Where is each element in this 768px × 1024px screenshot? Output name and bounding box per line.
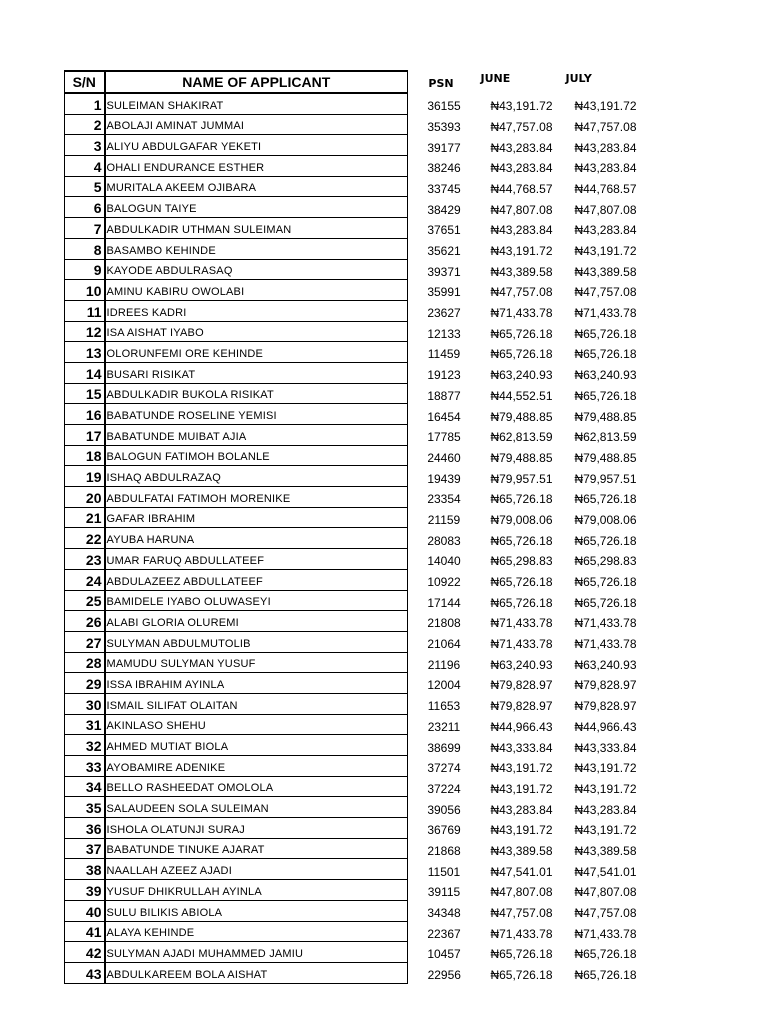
applicant-name: BABATUNDE ROSELINE YEMISI — [105, 404, 408, 425]
table-row — [65, 93, 639, 114]
serial-number: 19 — [65, 466, 105, 487]
june-amount: ₦44,966.43 — [490, 719, 553, 734]
table-row — [65, 487, 639, 508]
serial-number: 36 — [65, 818, 105, 839]
table-row — [65, 962, 639, 983]
psn-value: 11501 — [427, 864, 461, 879]
july-amount: ₦47,757.08 — [574, 285, 637, 300]
psn-value: 23627 — [427, 306, 461, 321]
applicant-name: AHMED MUTIAT BIOLA — [105, 735, 408, 756]
serial-number: 32 — [65, 735, 105, 756]
applicant-name: ABDULKADIR UTHMAN SULEIMAN — [105, 218, 408, 239]
applicant-name: MURITALA AKEEM OJIBARA — [105, 176, 408, 197]
july-amount: ₦65,726.18 — [574, 388, 637, 403]
serial-number: 41 — [65, 921, 105, 942]
july-amount: ₦79,957.51 — [574, 471, 637, 486]
serial-number: 35 — [65, 797, 105, 818]
applicant-name: UMAR FARUQ ABDULLATEEF — [105, 549, 408, 570]
june-amount: ₦43,191.72 — [490, 761, 553, 776]
table-row — [65, 135, 639, 156]
table-row — [65, 818, 639, 839]
psn-value: 21868 — [427, 843, 461, 858]
table-row — [65, 549, 639, 570]
june-amount: ₦65,726.18 — [490, 533, 553, 548]
psn-value: 39056 — [427, 802, 461, 817]
applicant-name: ABDULFATAI FATIMOH MORENIKE — [105, 487, 408, 508]
june-amount: ₦44,552.51 — [490, 388, 553, 403]
june-amount: ₦65,726.18 — [490, 947, 553, 962]
table-row — [65, 921, 639, 942]
serial-number: 34 — [65, 776, 105, 797]
june-amount: ₦47,757.08 — [490, 119, 553, 134]
table-row — [65, 859, 639, 880]
july-amount: ₦71,433.78 — [574, 637, 637, 652]
june-amount: ₦47,807.08 — [490, 202, 553, 217]
table-row — [65, 445, 639, 466]
psn-value: 16454 — [427, 409, 461, 424]
july-amount: ₦71,433.78 — [574, 926, 637, 941]
july-amount: ₦44,768.57 — [574, 181, 637, 196]
psn-value: 38246 — [427, 161, 461, 176]
table-row — [65, 321, 639, 342]
june-amount: ₦79,008.06 — [490, 512, 553, 527]
june-amount: ₦47,807.08 — [490, 885, 553, 900]
applicant-name: BABATUNDE TINUKE AJARAT — [105, 838, 408, 859]
july-amount: ₦63,240.93 — [574, 657, 637, 672]
applicant-name: SULYMAN AJADI MUHAMMED JAMIU — [105, 942, 408, 963]
psn-value: 11459 — [427, 347, 461, 362]
july-amount: ₦65,298.83 — [574, 554, 637, 569]
header-july: JULY — [565, 72, 592, 85]
june-amount: ₦43,389.58 — [490, 843, 553, 858]
july-amount: ₦79,008.06 — [574, 512, 637, 527]
applicant-name: ALIYU ABDULGAFAR YEKETI — [105, 135, 408, 156]
table-row — [65, 383, 639, 404]
table-row — [65, 776, 639, 797]
serial-number: 2 — [65, 114, 105, 135]
june-amount: ₦65,726.18 — [490, 595, 553, 610]
june-amount: ₦47,541.01 — [490, 864, 553, 879]
serial-number: 24 — [65, 569, 105, 590]
june-amount: ₦43,191.72 — [490, 99, 553, 114]
applicant-name: AMINU KABIRU OWOLABI — [105, 280, 408, 301]
july-amount: ₦79,488.85 — [574, 409, 637, 424]
table-row — [65, 218, 639, 239]
june-amount: ₦43,283.84 — [490, 223, 553, 238]
table-row — [65, 176, 639, 197]
table-row — [65, 528, 639, 549]
serial-number: 30 — [65, 693, 105, 714]
applicant-name: NAALLAH AZEEZ AJADI — [105, 859, 408, 880]
psn-value: 37224 — [427, 781, 461, 796]
applicant-name: OHALI ENDURANCE ESTHER — [105, 156, 408, 177]
header-june: JUNE — [480, 72, 511, 85]
table-row — [65, 880, 639, 901]
june-amount: ₦79,828.97 — [490, 699, 553, 714]
psn-value: 12004 — [427, 678, 461, 693]
psn-value: 24460 — [427, 450, 461, 465]
july-amount: ₦79,488.85 — [574, 450, 637, 465]
header-psn: PSN — [428, 76, 454, 90]
psn-value: 36155 — [427, 99, 461, 114]
june-amount: ₦43,191.72 — [490, 781, 553, 796]
july-amount: ₦65,726.18 — [574, 947, 637, 962]
serial-number: 37 — [65, 838, 105, 859]
applicant-name: MAMUDU SULYMAN YUSUF — [105, 652, 408, 673]
june-amount: ₦44,768.57 — [490, 181, 553, 196]
applicant-name: OLORUNFEMI ORE KEHINDE — [105, 342, 408, 363]
table-row — [65, 362, 639, 383]
serial-number: 23 — [65, 549, 105, 570]
serial-number: 10 — [65, 280, 105, 301]
psn-value: 11653 — [427, 699, 461, 714]
psn-value: 19123 — [427, 368, 461, 383]
july-amount: ₦47,757.08 — [574, 906, 637, 920]
applicant-name: AKINLASO SHEHU — [105, 714, 408, 735]
psn-value: 22956 — [427, 968, 461, 983]
serial-number: 13 — [65, 342, 105, 363]
table-row — [65, 569, 639, 590]
table-row — [65, 300, 639, 321]
psn-value: 39371 — [427, 264, 461, 279]
table-row — [65, 425, 639, 446]
june-amount: ₦71,433.78 — [490, 926, 553, 941]
psn-value: 37651 — [427, 223, 461, 238]
july-amount: ₦47,541.01 — [574, 864, 637, 879]
july-amount: ₦63,240.93 — [574, 368, 637, 383]
psn-value: 21808 — [427, 616, 461, 631]
june-amount: ₦63,240.93 — [490, 657, 553, 672]
july-amount: ₦65,726.18 — [574, 595, 637, 610]
june-amount: ₦79,828.97 — [490, 678, 553, 693]
serial-number: 27 — [65, 631, 105, 652]
applicant-name: GAFAR IBRAHIM — [105, 507, 408, 528]
july-amount: ₦43,389.58 — [574, 843, 637, 858]
june-amount: ₦71,433.78 — [490, 616, 553, 631]
table-row — [65, 507, 639, 528]
july-amount: ₦43,333.84 — [574, 740, 637, 755]
serial-number: 3 — [65, 135, 105, 156]
applicant-name: AYUBA HARUNA — [105, 528, 408, 549]
july-amount: ₦65,726.18 — [574, 968, 637, 983]
serial-number: 11 — [65, 300, 105, 321]
header-row — [65, 71, 639, 93]
july-amount: ₦43,191.72 — [574, 99, 637, 114]
serial-number: 43 — [65, 962, 105, 983]
serial-number: 22 — [65, 528, 105, 549]
june-amount: ₦62,813.59 — [490, 430, 553, 445]
serial-number: 28 — [65, 652, 105, 673]
applicant-name: ALABI GLORIA OLUREMI — [105, 611, 408, 632]
header-name: NAME OF APPLICANT — [105, 71, 408, 93]
serial-number: 20 — [65, 487, 105, 508]
serial-number: 16 — [65, 404, 105, 425]
applicant-name: AYOBAMIRE ADENIKE — [105, 756, 408, 777]
applicant-name: ISHAQ ABDULRAZAQ — [105, 466, 408, 487]
psn-value: 23211 — [427, 719, 461, 734]
june-amount: ₦43,191.72 — [490, 244, 553, 258]
applicant-name: ABDULKAREEM BOLA AISHAT — [105, 962, 408, 983]
table-row — [65, 797, 639, 818]
applicant-name: ABDULKADIR BUKOLA RISIKAT — [105, 383, 408, 404]
psn-value: 35621 — [427, 244, 461, 258]
july-amount: ₦65,726.18 — [574, 326, 637, 341]
applicant-name: ISA AISHAT IYABO — [105, 321, 408, 342]
june-amount: ₦47,757.08 — [490, 285, 553, 300]
serial-number: 4 — [65, 156, 105, 177]
june-amount: ₦65,298.83 — [490, 554, 553, 569]
july-amount: ₦65,726.18 — [574, 575, 637, 589]
june-amount: ₦71,433.78 — [490, 637, 553, 652]
july-amount: ₦43,191.72 — [574, 823, 637, 838]
table-row — [65, 197, 639, 218]
june-amount: ₦43,333.84 — [490, 740, 553, 755]
applicant-name: ALAYA KEHINDE — [105, 921, 408, 942]
july-amount: ₦62,813.59 — [574, 430, 637, 445]
serial-number: 6 — [65, 197, 105, 218]
applicant-name: ISMAIL SILIFAT OLAITAN — [105, 693, 408, 714]
psn-value: 17144 — [427, 595, 461, 610]
psn-value: 36769 — [427, 823, 461, 838]
serial-number: 8 — [65, 238, 105, 259]
applicant-name: BALOGUN FATIMOH BOLANLE — [105, 445, 408, 466]
psn-value: 19439 — [427, 471, 461, 486]
serial-number: 7 — [65, 218, 105, 239]
july-amount: ₦47,807.08 — [574, 885, 637, 900]
table-row — [65, 404, 639, 425]
table-body — [65, 93, 639, 983]
table-row — [65, 942, 639, 963]
table-row — [65, 590, 639, 611]
serial-number: 25 — [65, 590, 105, 611]
applicant-name: BASAMBO KEHINDE — [105, 238, 408, 259]
serial-number: 33 — [65, 756, 105, 777]
applicant-name: BAMIDELE IYABO OLUWASEYI — [105, 590, 408, 611]
june-amount: ₦43,191.72 — [490, 823, 553, 838]
psn-value: 17785 — [427, 430, 461, 445]
june-amount: ₦65,726.18 — [490, 575, 553, 589]
july-amount: ₦65,726.18 — [574, 347, 637, 362]
serial-number: 31 — [65, 714, 105, 735]
psn-value: 35393 — [427, 119, 461, 134]
july-amount: ₦47,757.08 — [574, 119, 637, 134]
july-amount: ₦79,828.97 — [574, 678, 637, 693]
june-amount: ₦71,433.78 — [490, 306, 553, 321]
june-amount: ₦43,283.84 — [490, 802, 553, 817]
serial-number: 14 — [65, 362, 105, 383]
serial-number: 5 — [65, 176, 105, 197]
applicant-name: BELLO RASHEEDAT OMOLOLA — [105, 776, 408, 797]
psn-value: 38699 — [427, 740, 461, 755]
table-row — [65, 114, 639, 135]
serial-number: 21 — [65, 507, 105, 528]
table-row — [65, 611, 639, 632]
applicant-name: ISSA IBRAHIM AYINLA — [105, 673, 408, 694]
june-amount: ₦79,488.85 — [490, 409, 553, 424]
psn-value: 35991 — [427, 285, 461, 300]
applicant-name: SULEIMAN SHAKIRAT — [105, 93, 408, 114]
applicant-name: ISHOLA OLATUNJI SURAJ — [105, 818, 408, 839]
june-amount: ₦47,757.08 — [490, 906, 553, 920]
header-sn: S/N — [65, 71, 105, 93]
july-amount: ₦65,726.18 — [574, 533, 637, 548]
applicant-name: BALOGUN TAIYE — [105, 197, 408, 218]
serial-number: 9 — [65, 259, 105, 280]
july-amount: ₦43,283.84 — [574, 802, 637, 817]
psn-value: 10922 — [427, 575, 461, 589]
table-row — [65, 280, 639, 301]
serial-number: 12 — [65, 321, 105, 342]
psn-value: 12133 — [427, 326, 461, 341]
psn-value: 38429 — [427, 202, 461, 217]
applicant-name: BABATUNDE MUIBAT AJIA — [105, 425, 408, 446]
july-amount: ₦43,283.84 — [574, 140, 637, 155]
july-amount: ₦44,966.43 — [574, 719, 637, 734]
table-row — [65, 756, 639, 777]
june-amount: ₦63,240.93 — [490, 368, 553, 383]
psn-value: 34348 — [427, 906, 461, 920]
july-amount: ₦43,191.72 — [574, 781, 637, 796]
table-row — [65, 156, 639, 177]
applicant-name: SULU BILIKIS ABIOLA — [105, 900, 408, 921]
serial-number: 17 — [65, 425, 105, 446]
table-row — [65, 693, 639, 714]
table-row — [65, 838, 639, 859]
serial-number: 18 — [65, 445, 105, 466]
table-row — [65, 631, 639, 652]
applicant-name: SULYMAN ABDULMUTOLIB — [105, 631, 408, 652]
june-amount: ₦43,283.84 — [490, 140, 553, 155]
july-amount: ₦71,433.78 — [574, 616, 637, 631]
applicant-name: SALAUDEEN SOLA SULEIMAN — [105, 797, 408, 818]
applicant-name: KAYODE ABDULRASAQ — [105, 259, 408, 280]
july-amount: ₦43,389.58 — [574, 264, 637, 279]
psn-value: 18877 — [427, 388, 461, 403]
serial-number: 40 — [65, 900, 105, 921]
table-row — [65, 652, 639, 673]
psn-value: 28083 — [427, 533, 461, 548]
serial-number: 26 — [65, 611, 105, 632]
july-amount: ₦43,283.84 — [574, 223, 637, 238]
july-amount: ₦79,828.97 — [574, 699, 637, 714]
june-amount: ₦43,389.58 — [490, 264, 553, 279]
psn-value: 22367 — [427, 926, 461, 941]
june-amount: ₦79,488.85 — [490, 450, 553, 465]
june-amount: ₦65,726.18 — [490, 968, 553, 983]
serial-number: 39 — [65, 880, 105, 901]
table-row — [65, 466, 639, 487]
july-amount: ₦47,807.08 — [574, 202, 637, 217]
serial-number: 15 — [65, 383, 105, 404]
table-row — [65, 714, 639, 735]
june-amount: ₦65,726.18 — [490, 326, 553, 341]
applicant-table — [64, 70, 639, 984]
psn-value: 33745 — [427, 181, 461, 196]
psn-value: 39115 — [427, 885, 461, 900]
serial-number: 29 — [65, 673, 105, 694]
serial-number: 1 — [65, 93, 105, 114]
july-amount: ₦43,283.84 — [574, 161, 637, 176]
applicant-name: ABDULAZEEZ ABDULLATEEF — [105, 569, 408, 590]
june-amount: ₦65,726.18 — [490, 492, 553, 507]
serial-number: 42 — [65, 942, 105, 963]
july-amount: ₦65,726.18 — [574, 492, 637, 507]
table-row — [65, 342, 639, 363]
psn-value: 39177 — [427, 140, 461, 155]
applicant-name: IDREES KADRI — [105, 300, 408, 321]
table-row — [65, 238, 639, 259]
june-amount: ₦65,726.18 — [490, 347, 553, 362]
psn-value: 21196 — [427, 657, 461, 672]
psn-value: 21064 — [427, 637, 461, 652]
june-amount: ₦79,957.51 — [490, 471, 553, 486]
applicant-name: ABOLAJI AMINAT JUMMAI — [105, 114, 408, 135]
psn-value: 21159 — [427, 512, 461, 527]
july-amount: ₦43,191.72 — [574, 761, 637, 776]
psn-value: 10457 — [427, 947, 461, 962]
june-amount: ₦43,283.84 — [490, 161, 553, 176]
psn-value: 23354 — [427, 492, 461, 507]
table-row — [65, 900, 639, 921]
serial-number: 38 — [65, 859, 105, 880]
table-row — [65, 735, 639, 756]
psn-value: 37274 — [427, 761, 461, 776]
table-row — [65, 673, 639, 694]
applicant-name: BUSARI RISIKAT — [105, 362, 408, 383]
applicant-sheet — [64, 70, 644, 984]
july-amount: ₦71,433.78 — [574, 306, 637, 321]
applicant-name: YUSUF DHIKRULLAH AYINLA — [105, 880, 408, 901]
psn-value: 14040 — [427, 554, 461, 569]
july-amount: ₦43,191.72 — [574, 244, 637, 258]
table-row — [65, 259, 639, 280]
